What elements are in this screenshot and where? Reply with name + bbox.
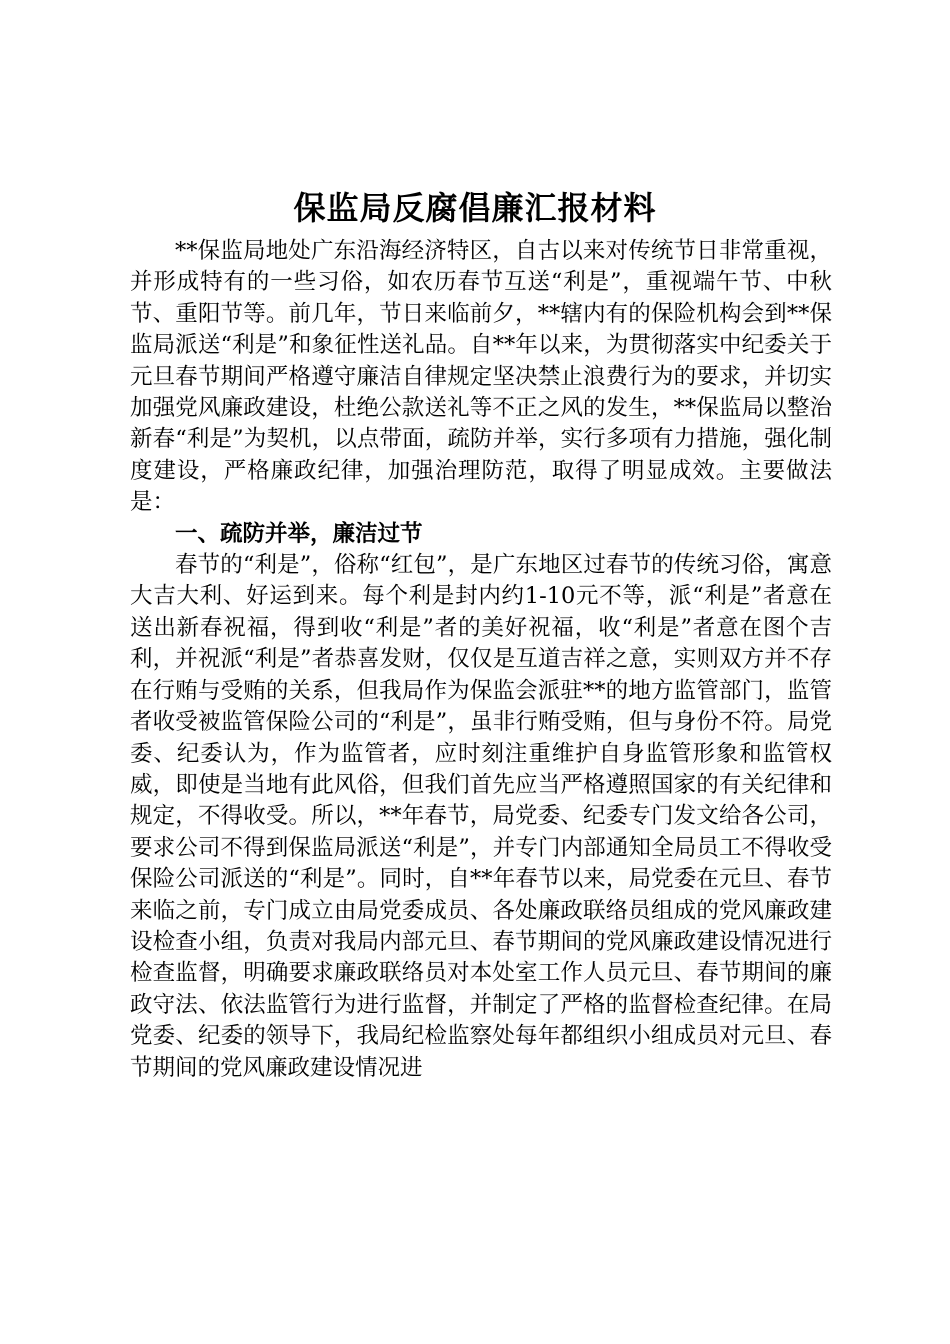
document-title: 保监局反腐倡廉汇报材料 — [293, 189, 657, 227]
intro-paragraph: **保监局地处广东沿海经济特区，自古以来对传统节日非常重视，并形成特有的一些习俗，如农历春节互送“利是”，重视端午节、中秋节、重阳节等。前几年，节日来临前夕，**辖内有的保险机构会到**保监局派送“利是”和象征性送礼品。自**年以来，为贯彻落实中纪委关于元旦春节期间严格遵守廉洁自律规定坚决禁止浪费行为的要求，并切实加强党风廉政建设，杜绝公款送礼等不正之风的发生，**保监局以整治新春“利是”为契机，以点带面，疏防并举，实行多项有力措施，强化制度建设，严格廉政纪律，加强治理防范，取得了明显成效。主要做法是： — [130, 238, 832, 516]
section-1-paragraph: 春节的“利是”，俗称“红包”，是广东地区过春节的传统习俗，寓意大吉大利、好运到来。每个利是封内约1-10元不等，派“利是”者意在送出新春祝福，得到收“利是”者的美好祝福，收“利是”者意在图个吉利，并祝派“利是”者恭喜发财，仅仅是互道吉祥之意，实则双方并不存在行贿与受贿的关系，但我局作为保监会派驻**的地方监管部门，监管者收受被监管保险公司的“利是”，虽非行贿受贿，但与身份不符。局党委、纪委认为，作为监管者，应时刻注重维护自身监管形象和监管权威，即使是当地有此风俗，但我们首先应当严格遵照国家的有关纪律和规定，不得收受。所以，**年春节，局党委、纪委专门发文给各公司，要求公司不得到保监局派送“利是”，并专门内部通知全局员工不得收受保险公司派送的“利是”。同时，自**年春节以来，局党委在元旦、春节来临之前，专门成立由局党委成员、各处廉政联络员组成的党风廉政建设检查小组，负责对我局内部元旦、春节期间的党风廉政建设情况进行检查监督，明确要求廉政联络员对本处室工作人员元旦、春节期间的廉政守法、依法监管行为进行监督，并制定了严格的监督检查纪律。在局党委、纪委的领导下，我局纪检监察处每年都组织小组成员对元旦、春节期间的党风廉政建设情况进 — [130, 552, 832, 1081]
document-body — [130, 236, 832, 1084]
section-heading-1: 一、疏防并举，廉洁过节 — [175, 520, 423, 547]
